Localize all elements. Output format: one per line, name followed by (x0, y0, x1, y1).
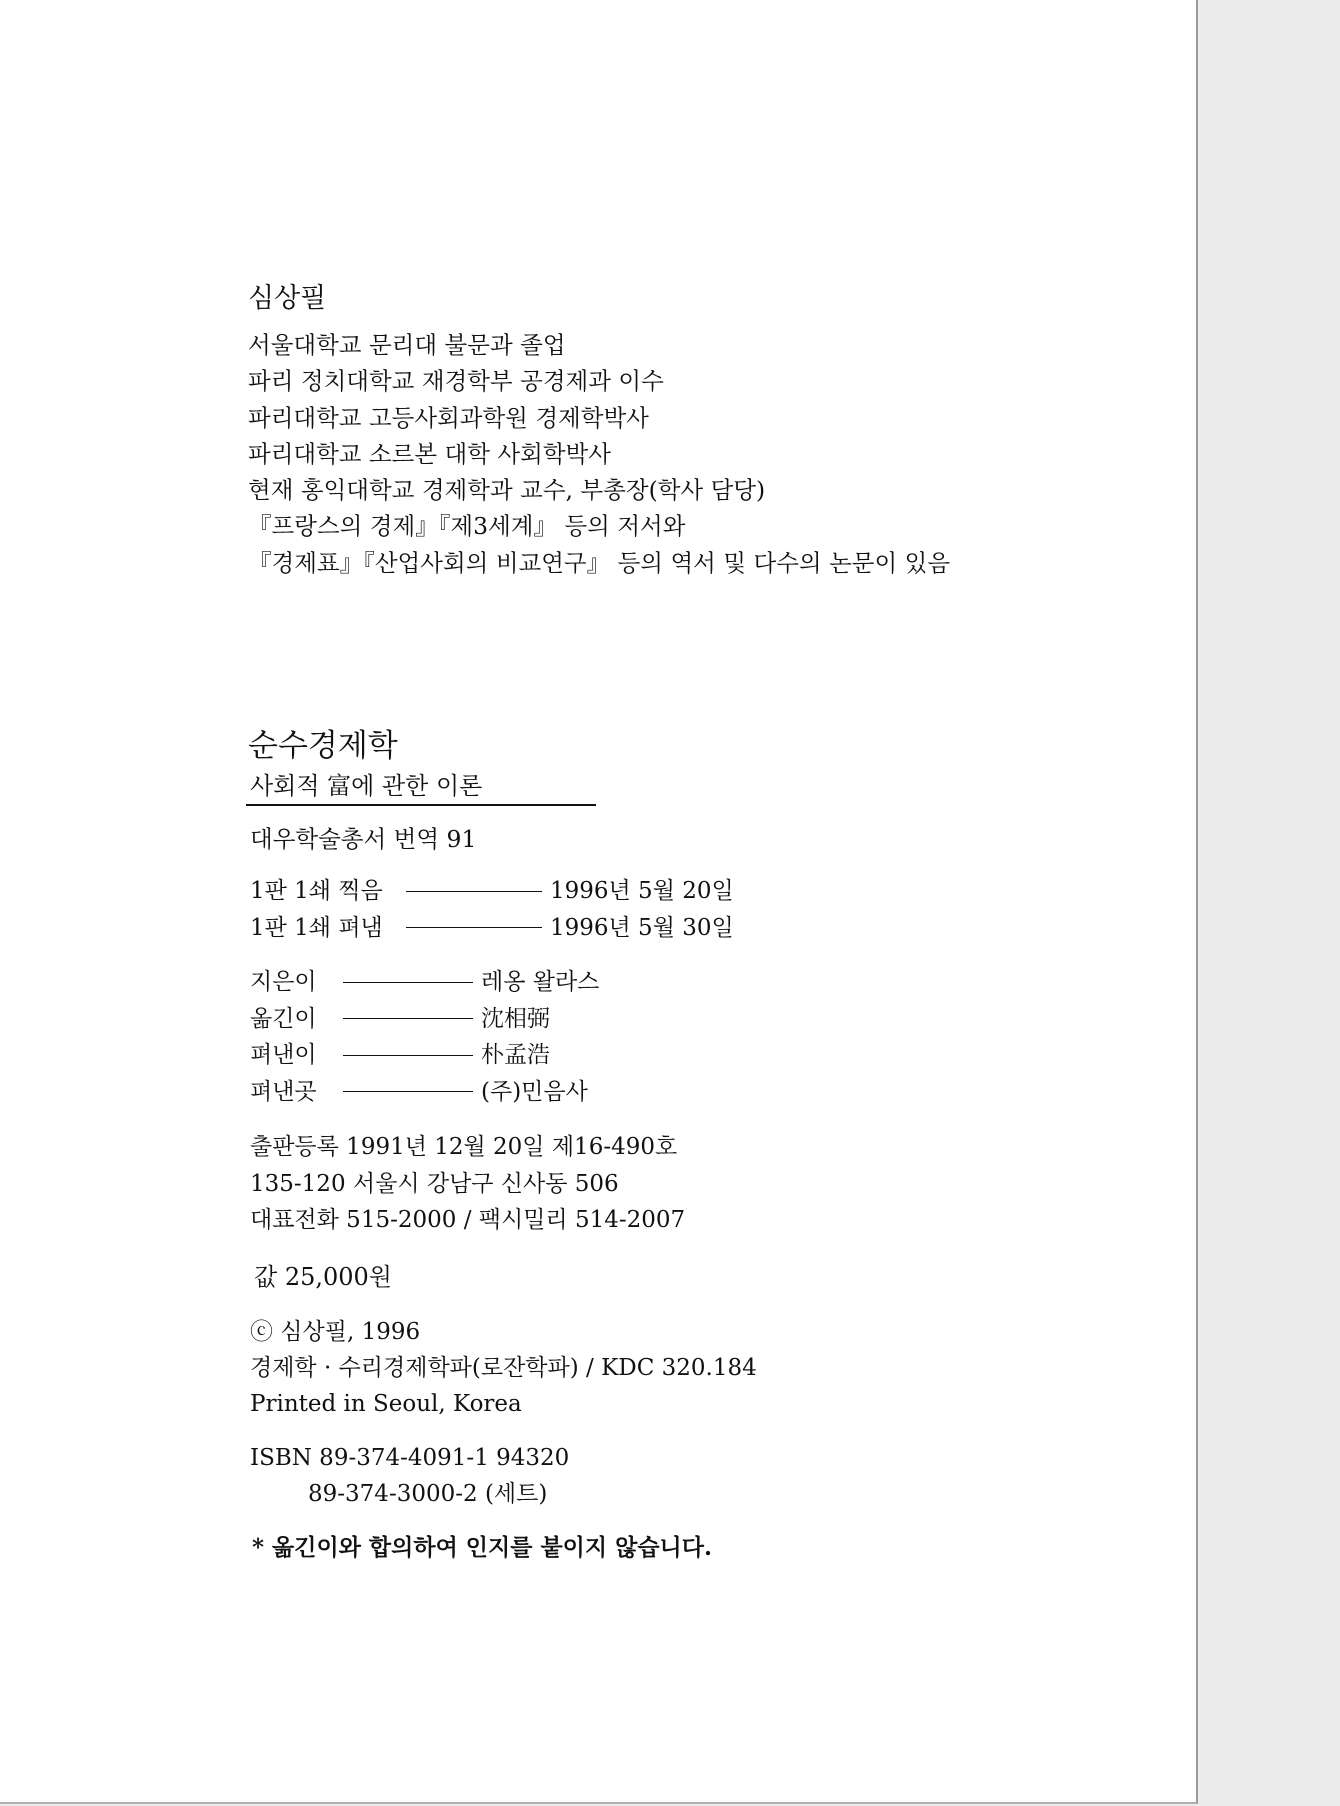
bio-line: 현재 홍익대학교 경제학과 교수, 부총장(학사 담당) (248, 476, 766, 505)
isbn-block (250, 1440, 569, 1512)
date-value: 1996년 5월 20일 (550, 878, 734, 904)
date-label: 1판 1쇄 펴냄 (250, 914, 383, 941)
publisher-line: 대표전화 515-2000 / 팩시밀리 514-2007 (250, 1207, 686, 1233)
credit-value: 레옹 왈라스 (481, 969, 600, 995)
bio-line: 파리대학교 소르본 대학 사회학박사 (248, 439, 611, 468)
credit-row (250, 1074, 599, 1111)
copyright-block (250, 1314, 757, 1422)
series-name: 대우학술총서 번역 91 (250, 825, 477, 853)
credit-value: 朴孟浩 (481, 1042, 550, 1068)
credit-label: 옮긴이 (250, 1005, 317, 1032)
bio-line: 『경제표』『산업사회의 비교연구』 등의 역서 및 다수의 논문이 있음 (248, 548, 951, 577)
leader-line (406, 891, 542, 892)
leader-line (406, 927, 542, 928)
credits (250, 964, 599, 1110)
author-name: 심상필 (248, 283, 327, 314)
printed-in-line: Printed in Seoul, Korea (250, 1391, 522, 1417)
price: 값 25,000원 (254, 1263, 392, 1291)
bio-line: 파리 정치대학교 재경학부 공경제과 이수 (248, 367, 664, 396)
publisher-info (250, 1129, 685, 1239)
print-dates (250, 873, 734, 946)
classification-line: 경제학 · 수리경제학파(로잔학파) / KDC 320.184 (250, 1355, 757, 1381)
credit-row (250, 964, 599, 1001)
publisher-line: 출판등록 1991년 12월 20일 제16-490호 (250, 1134, 678, 1160)
publisher-line: 135-120 서울시 강남구 신사동 506 (250, 1170, 619, 1197)
leader-line (343, 1091, 473, 1092)
credit-value: 沈相弼 (481, 1005, 550, 1032)
isbn-set-line: 89-374-3000-2 (세트) (308, 1481, 548, 1507)
date-value: 1996년 5월 30일 (550, 914, 734, 941)
leader-line (343, 1018, 473, 1019)
bio-line: 『프랑스의 경제』『제3세계』 등의 저서와 (248, 512, 686, 541)
book-subtitle: 사회적 富에 관한 이론 (250, 772, 483, 800)
credit-label: 지은이 (250, 969, 317, 995)
credit-row (250, 1037, 599, 1074)
bio-line: 서울대학교 문리대 불문과 졸업 (248, 331, 566, 359)
date-row (250, 873, 734, 910)
leader-line (343, 1055, 473, 1056)
copyright-line: ⓒ 심상필, 1996 (250, 1319, 421, 1345)
leader-line (343, 982, 473, 983)
credit-label: 펴낸곳 (250, 1078, 317, 1105)
title-divider (246, 804, 596, 806)
date-label: 1판 1쇄 찍음 (250, 878, 383, 904)
footnote: * 옮긴이와 합의하여 인지를 붙이지 않습니다. (252, 1534, 712, 1561)
date-row (250, 910, 734, 947)
bio-line: 파리대학교 고등사회과학원 경제학박사 (248, 403, 649, 432)
credit-row (250, 1001, 599, 1038)
credit-value: (주)민음사 (481, 1078, 588, 1105)
isbn-line: ISBN 89-374-4091-1 94320 (250, 1445, 570, 1471)
credit-label: 펴낸이 (250, 1042, 317, 1068)
book-title: 순수경제학 (248, 728, 398, 764)
author-bio (248, 327, 950, 581)
